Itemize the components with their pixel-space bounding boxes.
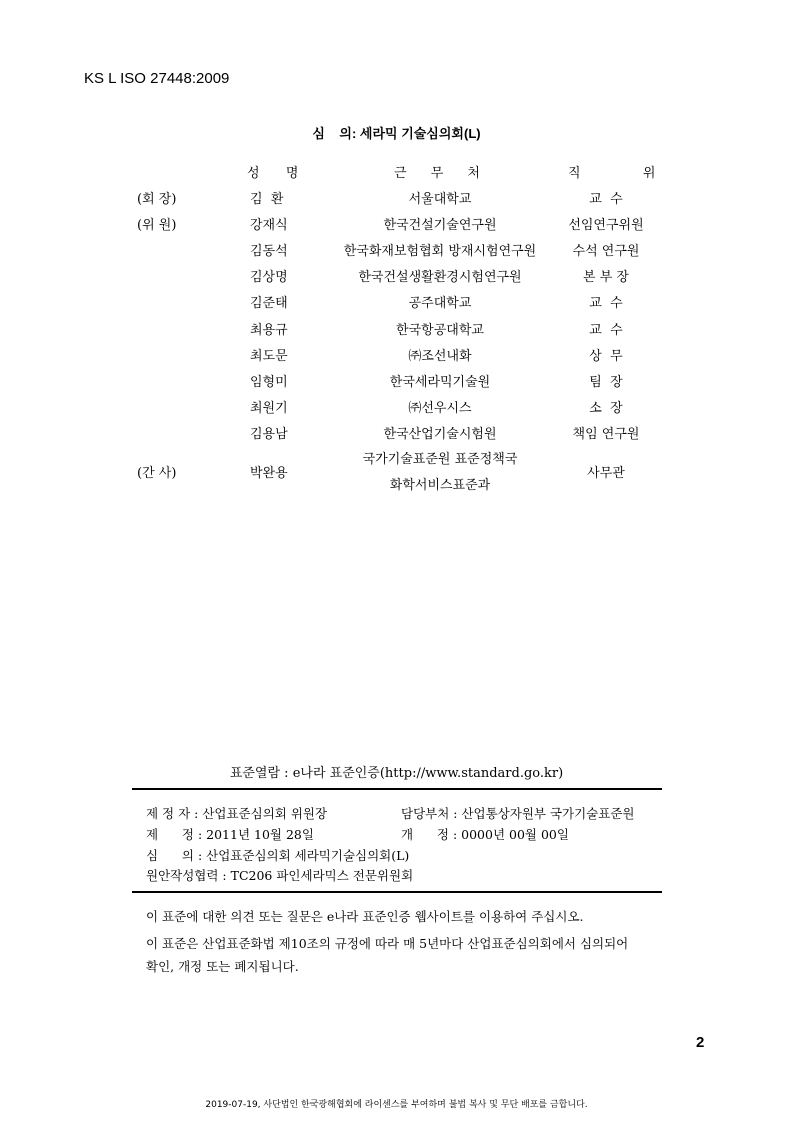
member-row: [0, 345, 793, 371]
license-footer: 2019-07-19, 사단법인 한국광해협회에 라이센스를 부여하며 불법 복사 및 무단 배포를 금합니다.: [205, 1100, 588, 1110]
secretary-org-line2: 화학서비스표준과: [389, 478, 491, 493]
secretary-row: [0, 448, 793, 494]
member-org: 한국건설기술연구원: [383, 218, 497, 234]
member-org: 한국세라믹기술원: [389, 374, 491, 390]
secretary-org-line1: 국가기술표준원 표준정책국: [362, 452, 518, 467]
committee-title: 심 의: 세라믹 기술심의회(L): [312, 126, 481, 141]
header-org: 근 무 처: [394, 166, 490, 181]
divider-bottom: [132, 891, 662, 893]
member-role: (위 원): [137, 218, 177, 234]
member-position: 책임 연구원: [572, 426, 640, 442]
note-line-1: 이 표준에 대한 의견 또는 질문은 e나라 표준인증 웹사이트를 이용하여 주십시오.: [146, 909, 584, 924]
standard-code: KS L ISO 27448:2009: [84, 70, 230, 87]
info-enacted: 제 정 : 2011년 10월 28일: [146, 827, 314, 842]
member-position: 상 무: [589, 348, 623, 364]
member-position: 팀 장: [589, 374, 623, 390]
member-org: ㈜선우시스: [408, 400, 472, 416]
member-table-header: [0, 162, 793, 188]
member-row: [0, 188, 793, 214]
member-row: [0, 214, 793, 240]
member-row: [0, 319, 793, 345]
secretary-name: 박완용: [250, 466, 288, 481]
member-position: 교 수: [589, 322, 623, 338]
member-org: ㈜조선내화: [408, 348, 472, 364]
page-number: 2: [696, 1034, 705, 1051]
member-position: 소 장: [589, 400, 623, 416]
member-org: 한국건설생활환경시험연구원: [358, 270, 522, 286]
member-row: [0, 292, 793, 318]
member-name: 최용규: [250, 322, 288, 338]
note-line-2: 이 표준은 산업표준화법 제10조의 규정에 따라 매 5년마다 산업표준심의회에서 심의되어: [146, 936, 629, 951]
member-row: [0, 423, 793, 449]
member-position: 수석 연구원: [572, 244, 640, 260]
secretary-position: 사무관: [587, 466, 625, 481]
note-line-3: 확인, 개정 또는 폐지됩니다.: [146, 959, 299, 974]
member-org: 한국화재보험협회 방재시험연구원: [343, 244, 537, 260]
member-position: 교 수: [589, 192, 623, 207]
member-name: 김동석: [250, 244, 288, 260]
member-row: [0, 371, 793, 397]
member-name: 김상명: [250, 270, 288, 286]
member-role: (회 장): [137, 192, 177, 207]
info-enactor: 제 정 자 : 산업표준심의회 위원장: [146, 806, 328, 821]
member-name: 김 환: [250, 192, 284, 207]
member-org: 한국항공대학교: [396, 322, 484, 338]
info-department: 담당부처 : 산업통상자원부 국가기술표준원: [401, 806, 635, 821]
member-name: 김용남: [250, 426, 288, 442]
member-org: 공주대학교: [408, 296, 472, 312]
member-position: 본 부 장: [583, 270, 629, 286]
info-deliberation: 심 의 : 산업표준심의회 세라믹기술심의회(L): [146, 848, 410, 863]
member-row: [0, 397, 793, 423]
member-position: 교 수: [589, 296, 623, 312]
divider-top: [132, 788, 662, 790]
member-name: 최원기: [250, 400, 288, 416]
member-position: 선임연구위원: [568, 218, 644, 234]
member-row: [0, 240, 793, 266]
member-name: 최도문: [250, 348, 288, 364]
standard-viewing-notice: 표준열람 : e나라 표준인증(http://www.standard.go.kr): [229, 766, 564, 781]
member-name: 김준태: [250, 296, 288, 312]
info-revised: 개 정 : 0000년 00월 00일: [401, 827, 569, 842]
member-org: 한국산업기술시험원: [383, 426, 497, 442]
secretary-role: (간 사): [137, 466, 177, 481]
header-name: 성 명: [247, 166, 305, 181]
member-row: [0, 266, 793, 292]
info-draft-cooperation: 원안작성협력 : TC206 파인세라믹스 전문위원회: [146, 868, 414, 883]
header-position: 직 위: [568, 166, 674, 181]
member-name: 강재식: [250, 218, 288, 234]
member-org: 서울대학교: [408, 192, 472, 207]
member-name: 임형미: [250, 374, 288, 390]
